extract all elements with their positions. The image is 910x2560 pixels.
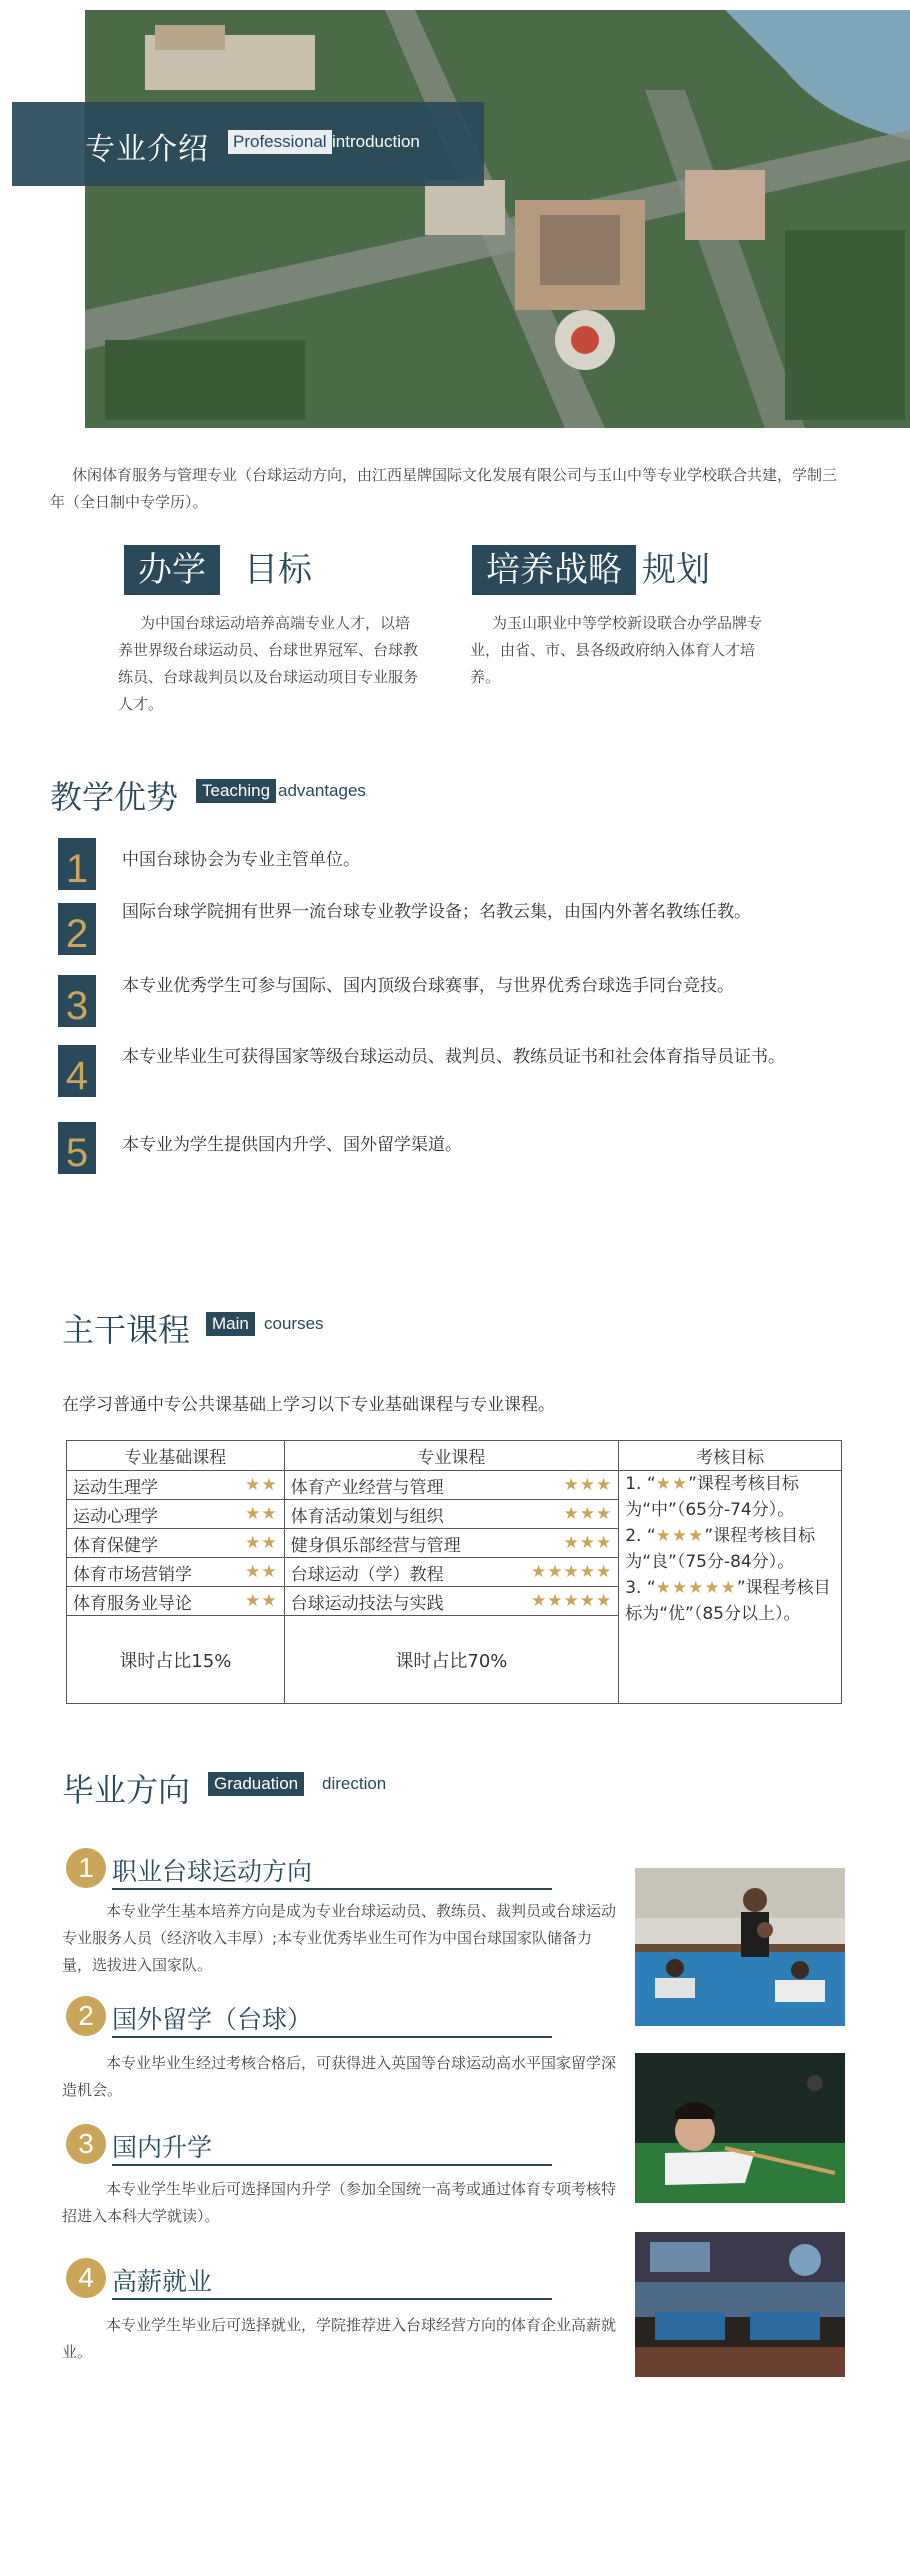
table-header: 考核目标: [619, 1441, 842, 1471]
teaching-title-en: advantages: [278, 781, 366, 800]
table-header: 专业课程: [284, 1441, 619, 1471]
major-ratio: 课时占比70%: [284, 1616, 619, 1704]
table-row: [67, 1587, 285, 1616]
course-name: 台球运动（学）教程: [290, 1564, 444, 1585]
course-stars: ★★: [245, 1475, 278, 1495]
course-stars: ★★★: [563, 1475, 613, 1495]
strategy-text: 为玉山职业中等学校新设联合办学品牌专业，由省、市、县各级政府纳入体育人才培养。: [470, 614, 763, 686]
course-name: 体育保健学: [73, 1535, 158, 1556]
intro-paragraph: 休闲体育服务与管理专业（台球运动方向，由江西星牌国际文化发展有限公司与玉山中等专业学校联合共建，学制三年（全日制中专学历）。: [50, 466, 838, 511]
table-row: [284, 1471, 619, 1500]
advantage-text: 国际台球学院拥有世界一流台球专业教学设备；名教云集，由国内外著名教练任教。: [122, 902, 751, 922]
course-stars: ★★: [245, 1591, 278, 1611]
graduation-number: 3: [66, 2124, 106, 2164]
graduation-item-text: 本专业学生毕业后可选择就业，学院推荐进入台球经营方向的体育企业高薪就业。: [62, 2316, 617, 2361]
billiards-arena-photo: [635, 2232, 845, 2377]
advantage-text: 本专业毕业生可获得国家等级台球运动员、裁判员、教练员证书和社会体育指导员证书。: [122, 1047, 785, 1067]
assessment-item: 1. “★★”课程考核目标为“中”（65分-74分）。: [625, 1474, 799, 1520]
basic-ratio: 课时占比15%: [67, 1616, 285, 1704]
advantage-text: 中国台球协会为专业主管单位。: [122, 850, 360, 870]
campus-aerial-photo: [85, 10, 910, 428]
course-name: 运动生理学: [73, 1477, 158, 1498]
advantage-text: 本专业为学生提供国内升学、国外留学渠道。: [122, 1135, 462, 1155]
graduation-item-title: 职业台球运动方向: [112, 1857, 313, 1886]
courses-title-tag: Main: [206, 1312, 255, 1336]
divider: [112, 2164, 552, 2166]
assessment-cell: [619, 1471, 842, 1704]
graduation-item-text: 本专业毕业生经过考核合格后，可获得进入英国等台球运动高水平国家留学深造机会。: [62, 2054, 617, 2099]
table-row: [67, 1500, 285, 1529]
assessment-item: 3. “★★★★★”课程考核目标为“优”（85分以上）。: [625, 1578, 831, 1624]
course-name: 体育产业经营与管理: [290, 1477, 444, 1498]
course-stars: ★★★: [563, 1504, 613, 1524]
course-stars: ★★★★★: [531, 1562, 613, 1582]
course-stars: ★★: [245, 1533, 278, 1553]
graduation-number: 1: [66, 1848, 106, 1888]
course-name: 运动心理学: [73, 1506, 158, 1527]
course-stars: ★★: [245, 1504, 278, 1524]
advantage-text: 本专业优秀学生可参与国际、国内顶级台球赛事，与世界优秀台球选手同台竞技。: [122, 976, 734, 996]
course-name: 体育活动策划与组织: [290, 1506, 444, 1527]
advantage-number: 1: [58, 838, 96, 890]
courses-intro: 在学习普通中专公共课基础上学习以下专业基础课程与专业课程。: [62, 1395, 555, 1415]
graduation-item-text: 本专业学生基本培养方向是成为专业台球运动员、教练员、裁判员或台球运动专业服务人员（经济收入丰厚）;本专业优秀毕业生可作为中国台球国家队储备力量，选拔进入国家队。: [62, 1902, 617, 1974]
graduation-item-title: 国外留学（台球）: [112, 2005, 313, 2034]
table-row: [284, 1500, 619, 1529]
billiards-coaching-photo: [635, 1868, 845, 2026]
goal-title-light: 目标: [244, 550, 312, 590]
graduation-number: 4: [66, 2258, 106, 2298]
page-title-tag: Professional: [228, 130, 332, 154]
table-row: [284, 1558, 619, 1587]
table-row: [284, 1529, 619, 1558]
assessment-stars: ★★★: [655, 1526, 705, 1546]
course-name: 台球运动技法与实践: [290, 1593, 444, 1614]
assessment-item: 2. “★★★”课程考核目标为“良”（75分-84分）。: [625, 1526, 816, 1572]
graduation-item-title: 高薪就业: [112, 2267, 213, 2296]
graduation-number: 2: [66, 1996, 106, 2036]
advantage-number: 5: [58, 1122, 96, 1174]
course-stars: ★★: [245, 1562, 278, 1582]
page-title: 专业介绍: [85, 132, 209, 167]
advantage-number: 2: [58, 903, 96, 955]
divider: [112, 1888, 552, 1890]
graduation-item-text: 本专业学生毕业后可选择国内升学（参加全国统一高考或通过体育专项考核特招进入本科大学就读）。: [62, 2180, 617, 2225]
teaching-title: 教学优势: [50, 778, 179, 816]
billiards-player-photo: [635, 2053, 845, 2203]
advantage-number: 3: [58, 975, 96, 1027]
strategy-title-light: 规划: [642, 550, 710, 590]
graduation-title: 毕业方向: [62, 1771, 191, 1809]
course-stars: ★★★★★: [531, 1591, 613, 1611]
graduation-title-tag: Graduation: [208, 1772, 304, 1796]
table-row: [67, 1558, 285, 1587]
graduation-item-title: 国内升学: [112, 2133, 213, 2162]
teaching-title-tag: Teaching: [196, 779, 276, 803]
table-row: [284, 1587, 619, 1616]
strategy-title-dark: 培养战略: [472, 545, 636, 595]
goal-text: 为中国台球运动培养高端专业人才，以培养世界级台球运动员、台球世界冠军、台球教练员、台球裁判员以及台球运动项目专业服务人才。: [118, 614, 419, 713]
goal-title-dark: 办学: [124, 545, 220, 595]
divider: [112, 2036, 552, 2038]
table-row: [67, 1471, 285, 1500]
course-name: 体育市场营销学: [73, 1564, 192, 1585]
course-stars: ★★★: [563, 1533, 613, 1553]
course-name: 体育服务业导论: [73, 1593, 192, 1614]
graduation-title-en: direction: [322, 1774, 387, 1793]
page-title-en: introduction: [332, 132, 420, 151]
course-name: 健身俱乐部经营与管理: [290, 1535, 461, 1556]
assessment-stars: ★★: [655, 1474, 689, 1494]
courses-title-en: courses: [264, 1314, 324, 1333]
table-header: 专业基础课程: [67, 1441, 285, 1471]
table-row: [67, 1529, 285, 1558]
courses-table: [66, 1440, 842, 1704]
advantage-number: 4: [58, 1045, 96, 1097]
assessment-stars: ★★★★★: [655, 1578, 737, 1598]
divider: [112, 2298, 552, 2300]
courses-title: 主干课程: [62, 1311, 191, 1349]
